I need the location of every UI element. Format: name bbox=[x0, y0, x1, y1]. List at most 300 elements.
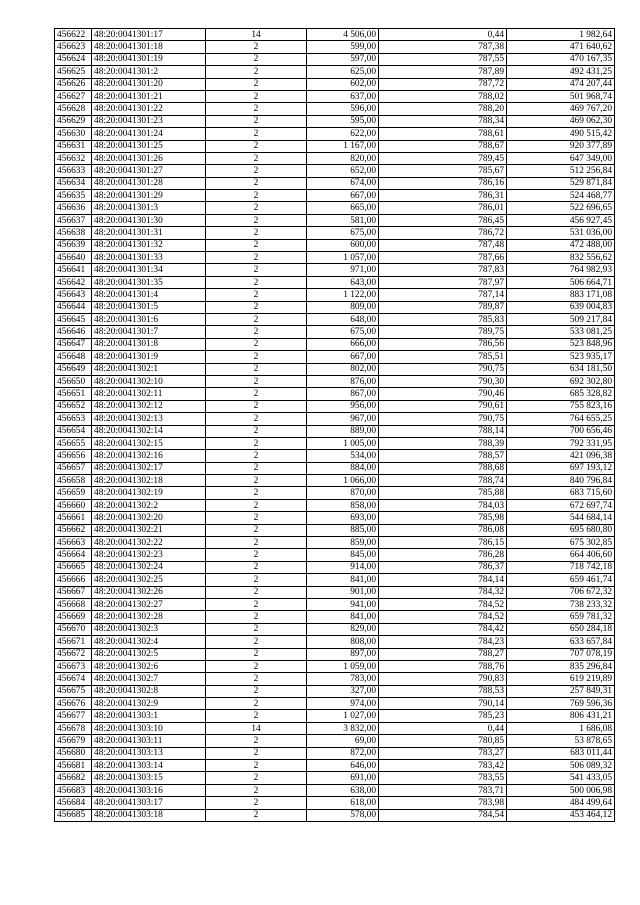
table-row bbox=[55, 648, 615, 660]
specific-value-cell: 789,45 bbox=[379, 152, 507, 164]
cadastral-value-cell: 764 982,93 bbox=[507, 264, 615, 276]
area-cell: 578,00 bbox=[307, 809, 379, 821]
category-code-cell: 2 bbox=[206, 338, 307, 350]
cadastral-number-cell: 48:20:0041301:30 bbox=[92, 214, 206, 226]
specific-value-cell: 789,87 bbox=[379, 301, 507, 313]
category-code-cell: 2 bbox=[206, 784, 307, 796]
cadastral-value-table bbox=[54, 28, 615, 822]
row-number-cell: 456676 bbox=[55, 698, 92, 710]
category-code-cell: 2 bbox=[206, 128, 307, 140]
table-row bbox=[55, 586, 615, 598]
cadastral-value-cell: 522 696,65 bbox=[507, 202, 615, 214]
specific-value-cell: 788,14 bbox=[379, 425, 507, 437]
specific-value-cell: 790,83 bbox=[379, 673, 507, 685]
area-cell: 648,00 bbox=[307, 313, 379, 325]
cadastral-value-cell: 633 657,84 bbox=[507, 636, 615, 648]
category-code-cell: 2 bbox=[206, 115, 307, 127]
cadastral-number-cell: 48:20:0041301:9 bbox=[92, 351, 206, 363]
cadastral-value-cell: 706 672,32 bbox=[507, 586, 615, 598]
table-body bbox=[55, 29, 615, 822]
specific-value-cell: 788,27 bbox=[379, 648, 507, 660]
specific-value-cell: 784,32 bbox=[379, 586, 507, 598]
cadastral-number-cell: 48:20:0041303:15 bbox=[92, 772, 206, 784]
area-cell: 845,00 bbox=[307, 549, 379, 561]
category-code-cell: 2 bbox=[206, 549, 307, 561]
table-row bbox=[55, 809, 615, 821]
category-code-cell: 2 bbox=[206, 698, 307, 710]
cadastral-number-cell: 48:20:0041301:31 bbox=[92, 227, 206, 239]
specific-value-cell: 790,75 bbox=[379, 413, 507, 425]
cadastral-value-cell: 920 377,89 bbox=[507, 140, 615, 152]
specific-value-cell: 786,37 bbox=[379, 561, 507, 573]
area-cell: 646,00 bbox=[307, 760, 379, 772]
area-cell: 967,00 bbox=[307, 413, 379, 425]
cadastral-number-cell: 48:20:0041302:16 bbox=[92, 450, 206, 462]
cadastral-value-cell: 806 431,21 bbox=[507, 710, 615, 722]
specific-value-cell: 787,89 bbox=[379, 66, 507, 78]
table-row bbox=[55, 115, 615, 127]
category-code-cell: 2 bbox=[206, 78, 307, 90]
specific-value-cell: 784,52 bbox=[379, 598, 507, 610]
row-number-cell: 456624 bbox=[55, 53, 92, 65]
cadastral-number-cell: 48:20:0041303:16 bbox=[92, 784, 206, 796]
cadastral-number-cell: 48:20:0041303:11 bbox=[92, 735, 206, 747]
area-cell: 858,00 bbox=[307, 499, 379, 511]
category-code-cell: 2 bbox=[206, 425, 307, 437]
area-cell: 667,00 bbox=[307, 351, 379, 363]
specific-value-cell: 787,66 bbox=[379, 252, 507, 264]
row-number-cell: 456682 bbox=[55, 772, 92, 784]
cadastral-value-cell: 692 302,80 bbox=[507, 375, 615, 387]
table-row bbox=[55, 103, 615, 115]
cadastral-number-cell: 48:20:0041301:20 bbox=[92, 78, 206, 90]
cadastral-number-cell: 48:20:0041301:18 bbox=[92, 41, 206, 53]
category-code-cell: 2 bbox=[206, 41, 307, 53]
area-cell: 820,00 bbox=[307, 152, 379, 164]
table-row bbox=[55, 784, 615, 796]
cadastral-number-cell: 48:20:0041302:6 bbox=[92, 660, 206, 672]
row-number-cell: 456646 bbox=[55, 326, 92, 338]
area-cell: 618,00 bbox=[307, 797, 379, 809]
cadastral-number-cell: 48:20:0041302:24 bbox=[92, 561, 206, 573]
cadastral-value-cell: 490 515,42 bbox=[507, 128, 615, 140]
cadastral-number-cell: 48:20:0041302:26 bbox=[92, 586, 206, 598]
cadastral-number-cell: 48:20:0041301:27 bbox=[92, 165, 206, 177]
cadastral-number-cell: 48:20:0041302:18 bbox=[92, 475, 206, 487]
table-row bbox=[55, 735, 615, 747]
specific-value-cell: 790,46 bbox=[379, 388, 507, 400]
row-number-cell: 456649 bbox=[55, 363, 92, 375]
table-row bbox=[55, 400, 615, 412]
row-number-cell: 456651 bbox=[55, 388, 92, 400]
area-cell: 841,00 bbox=[307, 611, 379, 623]
cadastral-number-cell: 48:20:0041302:23 bbox=[92, 549, 206, 561]
cadastral-number-cell: 48:20:0041302:27 bbox=[92, 598, 206, 610]
table-row bbox=[55, 673, 615, 685]
area-cell: 3 832,00 bbox=[307, 722, 379, 734]
cadastral-value-cell: 840 796,84 bbox=[507, 475, 615, 487]
cadastral-value-cell: 524 468,77 bbox=[507, 190, 615, 202]
specific-value-cell: 785,83 bbox=[379, 313, 507, 325]
cadastral-number-cell: 48:20:0041301:8 bbox=[92, 338, 206, 350]
cadastral-value-cell: 506 089,32 bbox=[507, 760, 615, 772]
row-number-cell: 456654 bbox=[55, 425, 92, 437]
cadastral-number-cell: 48:20:0041302:4 bbox=[92, 636, 206, 648]
category-code-cell: 2 bbox=[206, 685, 307, 697]
area-cell: 956,00 bbox=[307, 400, 379, 412]
row-number-cell: 456672 bbox=[55, 648, 92, 660]
cadastral-value-cell: 506 664,71 bbox=[507, 276, 615, 288]
area-cell: 597,00 bbox=[307, 53, 379, 65]
row-number-cell: 456656 bbox=[55, 450, 92, 462]
table-row bbox=[55, 611, 615, 623]
table-row bbox=[55, 660, 615, 672]
area-cell: 1 057,00 bbox=[307, 252, 379, 264]
category-code-cell: 2 bbox=[206, 735, 307, 747]
table-row bbox=[55, 289, 615, 301]
table-row bbox=[55, 475, 615, 487]
table-row bbox=[55, 177, 615, 189]
area-cell: 666,00 bbox=[307, 338, 379, 350]
category-code-cell: 2 bbox=[206, 797, 307, 809]
row-number-cell: 456678 bbox=[55, 722, 92, 734]
table-row bbox=[55, 363, 615, 375]
row-number-cell: 456645 bbox=[55, 313, 92, 325]
area-cell: 783,00 bbox=[307, 673, 379, 685]
area-cell: 534,00 bbox=[307, 450, 379, 462]
category-code-cell: 2 bbox=[206, 673, 307, 685]
cadastral-number-cell: 48:20:0041302:20 bbox=[92, 512, 206, 524]
table-row bbox=[55, 437, 615, 449]
row-number-cell: 456630 bbox=[55, 128, 92, 140]
cadastral-number-cell: 48:20:0041301:32 bbox=[92, 239, 206, 251]
specific-value-cell: 783,27 bbox=[379, 747, 507, 759]
table-row bbox=[55, 574, 615, 586]
cadastral-number-cell: 48:20:0041303:18 bbox=[92, 809, 206, 821]
specific-value-cell: 788,74 bbox=[379, 475, 507, 487]
cadastral-value-cell: 474 207,44 bbox=[507, 78, 615, 90]
specific-value-cell: 0,44 bbox=[379, 722, 507, 734]
cadastral-number-cell: 48:20:0041301:4 bbox=[92, 289, 206, 301]
specific-value-cell: 788,67 bbox=[379, 140, 507, 152]
row-number-cell: 456643 bbox=[55, 289, 92, 301]
cadastral-number-cell: 48:20:0041302:21 bbox=[92, 524, 206, 536]
specific-value-cell: 784,03 bbox=[379, 499, 507, 511]
cadastral-number-cell: 48:20:0041303:17 bbox=[92, 797, 206, 809]
table-row bbox=[55, 388, 615, 400]
category-code-cell: 2 bbox=[206, 326, 307, 338]
row-number-cell: 456652 bbox=[55, 400, 92, 412]
row-number-cell: 456681 bbox=[55, 760, 92, 772]
area-cell: 859,00 bbox=[307, 537, 379, 549]
area-cell: 885,00 bbox=[307, 524, 379, 536]
specific-value-cell: 788,20 bbox=[379, 103, 507, 115]
row-number-cell: 456661 bbox=[55, 512, 92, 524]
cadastral-value-cell: 664 406,60 bbox=[507, 549, 615, 561]
area-cell: 1 122,00 bbox=[307, 289, 379, 301]
category-code-cell: 2 bbox=[206, 301, 307, 313]
cadastral-value-cell: 619 219,89 bbox=[507, 673, 615, 685]
area-cell: 876,00 bbox=[307, 375, 379, 387]
category-code-cell: 2 bbox=[206, 227, 307, 239]
row-number-cell: 456642 bbox=[55, 276, 92, 288]
table-row bbox=[55, 760, 615, 772]
table-row bbox=[55, 190, 615, 202]
area-cell: 665,00 bbox=[307, 202, 379, 214]
category-code-cell: 2 bbox=[206, 190, 307, 202]
category-code-cell: 2 bbox=[206, 313, 307, 325]
cadastral-value-cell: 509 217,84 bbox=[507, 313, 615, 325]
cadastral-value-cell: 835 296,84 bbox=[507, 660, 615, 672]
cadastral-number-cell: 48:20:0041302:10 bbox=[92, 375, 206, 387]
cadastral-value-cell: 541 433,05 bbox=[507, 772, 615, 784]
category-code-cell: 2 bbox=[206, 710, 307, 722]
category-code-cell: 2 bbox=[206, 623, 307, 635]
cadastral-value-cell: 456 927,45 bbox=[507, 214, 615, 226]
row-number-cell: 456685 bbox=[55, 809, 92, 821]
specific-value-cell: 785,67 bbox=[379, 165, 507, 177]
cadastral-value-cell: 421 096,38 bbox=[507, 450, 615, 462]
specific-value-cell: 790,30 bbox=[379, 375, 507, 387]
table-row bbox=[55, 239, 615, 251]
specific-value-cell: 0,44 bbox=[379, 29, 507, 41]
cadastral-number-cell: 48:20:0041303:14 bbox=[92, 760, 206, 772]
cadastral-number-cell: 48:20:0041302:9 bbox=[92, 698, 206, 710]
cadastral-value-cell: 683 011,44 bbox=[507, 747, 615, 759]
cadastral-value-cell: 500 006,98 bbox=[507, 784, 615, 796]
table-row bbox=[55, 636, 615, 648]
specific-value-cell: 784,54 bbox=[379, 809, 507, 821]
area-cell: 600,00 bbox=[307, 239, 379, 251]
table-row bbox=[55, 487, 615, 499]
area-cell: 971,00 bbox=[307, 264, 379, 276]
table-row bbox=[55, 53, 615, 65]
table-row bbox=[55, 301, 615, 313]
row-number-cell: 456623 bbox=[55, 41, 92, 53]
table-row bbox=[55, 450, 615, 462]
cadastral-value-cell: 469 062,30 bbox=[507, 115, 615, 127]
area-cell: 691,00 bbox=[307, 772, 379, 784]
cadastral-value-cell: 695 680,80 bbox=[507, 524, 615, 536]
row-number-cell: 456670 bbox=[55, 623, 92, 635]
specific-value-cell: 784,23 bbox=[379, 636, 507, 648]
row-number-cell: 456648 bbox=[55, 351, 92, 363]
row-number-cell: 456639 bbox=[55, 239, 92, 251]
table-row bbox=[55, 78, 615, 90]
cadastral-value-cell: 512 256,84 bbox=[507, 165, 615, 177]
table-row bbox=[55, 623, 615, 635]
cadastral-value-cell: 672 697,74 bbox=[507, 499, 615, 511]
row-number-cell: 456659 bbox=[55, 487, 92, 499]
area-cell: 889,00 bbox=[307, 425, 379, 437]
cadastral-number-cell: 48:20:0041301:6 bbox=[92, 313, 206, 325]
cadastral-value-cell: 1 686,08 bbox=[507, 722, 615, 734]
table-row bbox=[55, 264, 615, 276]
category-code-cell: 2 bbox=[206, 499, 307, 511]
cadastral-value-cell: 634 181,50 bbox=[507, 363, 615, 375]
table-row bbox=[55, 128, 615, 140]
cadastral-number-cell: 48:20:0041301:23 bbox=[92, 115, 206, 127]
row-number-cell: 456633 bbox=[55, 165, 92, 177]
table-row bbox=[55, 375, 615, 387]
table-row bbox=[55, 276, 615, 288]
specific-value-cell: 785,23 bbox=[379, 710, 507, 722]
row-number-cell: 456662 bbox=[55, 524, 92, 536]
table-row bbox=[55, 499, 615, 511]
row-number-cell: 456638 bbox=[55, 227, 92, 239]
category-code-cell: 2 bbox=[206, 611, 307, 623]
row-number-cell: 456655 bbox=[55, 437, 92, 449]
cadastral-value-cell: 472 488,00 bbox=[507, 239, 615, 251]
cadastral-number-cell: 48:20:0041301:25 bbox=[92, 140, 206, 152]
area-cell: 602,00 bbox=[307, 78, 379, 90]
cadastral-value-cell: 718 742,18 bbox=[507, 561, 615, 573]
specific-value-cell: 786,16 bbox=[379, 177, 507, 189]
area-cell: 652,00 bbox=[307, 165, 379, 177]
table-row bbox=[55, 66, 615, 78]
table-row bbox=[55, 698, 615, 710]
specific-value-cell: 788,53 bbox=[379, 685, 507, 697]
cadastral-number-cell: 48:20:0041301:34 bbox=[92, 264, 206, 276]
category-code-cell: 2 bbox=[206, 202, 307, 214]
category-code-cell: 2 bbox=[206, 388, 307, 400]
specific-value-cell: 788,61 bbox=[379, 128, 507, 140]
cadastral-number-cell: 48:20:0041302:19 bbox=[92, 487, 206, 499]
specific-value-cell: 786,45 bbox=[379, 214, 507, 226]
cadastral-number-cell: 48:20:0041302:25 bbox=[92, 574, 206, 586]
table-row bbox=[55, 685, 615, 697]
row-number-cell: 456680 bbox=[55, 747, 92, 759]
table-row bbox=[55, 598, 615, 610]
row-number-cell: 456658 bbox=[55, 475, 92, 487]
row-number-cell: 456671 bbox=[55, 636, 92, 648]
area-cell: 327,00 bbox=[307, 685, 379, 697]
table-row bbox=[55, 214, 615, 226]
cadastral-number-cell: 48:20:0041302:14 bbox=[92, 425, 206, 437]
cadastral-value-cell: 531 036,00 bbox=[507, 227, 615, 239]
area-cell: 638,00 bbox=[307, 784, 379, 796]
specific-value-cell: 790,14 bbox=[379, 698, 507, 710]
category-code-cell: 2 bbox=[206, 375, 307, 387]
cadastral-value-cell: 453 464,12 bbox=[507, 809, 615, 821]
table-row bbox=[55, 313, 615, 325]
row-number-cell: 456635 bbox=[55, 190, 92, 202]
cadastral-value-cell: 501 968,74 bbox=[507, 90, 615, 102]
category-code-cell: 2 bbox=[206, 413, 307, 425]
row-number-cell: 456679 bbox=[55, 735, 92, 747]
cadastral-number-cell: 48:20:0041302:5 bbox=[92, 648, 206, 660]
category-code-cell: 2 bbox=[206, 351, 307, 363]
specific-value-cell: 788,76 bbox=[379, 660, 507, 672]
area-cell: 802,00 bbox=[307, 363, 379, 375]
cadastral-value-cell: 529 871,84 bbox=[507, 177, 615, 189]
category-code-cell: 2 bbox=[206, 252, 307, 264]
category-code-cell: 2 bbox=[206, 90, 307, 102]
area-cell: 867,00 bbox=[307, 388, 379, 400]
row-number-cell: 456675 bbox=[55, 685, 92, 697]
category-code-cell: 2 bbox=[206, 586, 307, 598]
area-cell: 901,00 bbox=[307, 586, 379, 598]
row-number-cell: 456684 bbox=[55, 797, 92, 809]
category-code-cell: 2 bbox=[206, 487, 307, 499]
row-number-cell: 456647 bbox=[55, 338, 92, 350]
cadastral-number-cell: 48:20:0041303:13 bbox=[92, 747, 206, 759]
cadastral-number-cell: 48:20:0041301:24 bbox=[92, 128, 206, 140]
table-row bbox=[55, 722, 615, 734]
table-row bbox=[55, 772, 615, 784]
specific-value-cell: 787,72 bbox=[379, 78, 507, 90]
cadastral-number-cell: 48:20:0041301:17 bbox=[92, 29, 206, 41]
area-cell: 809,00 bbox=[307, 301, 379, 313]
table-row bbox=[55, 90, 615, 102]
cadastral-value-cell: 738 233,32 bbox=[507, 598, 615, 610]
area-cell: 808,00 bbox=[307, 636, 379, 648]
cadastral-value-cell: 523 848,96 bbox=[507, 338, 615, 350]
category-code-cell: 2 bbox=[206, 400, 307, 412]
specific-value-cell: 788,39 bbox=[379, 437, 507, 449]
area-cell: 872,00 bbox=[307, 747, 379, 759]
category-code-cell: 2 bbox=[206, 574, 307, 586]
row-number-cell: 456636 bbox=[55, 202, 92, 214]
table-row bbox=[55, 524, 615, 536]
row-number-cell: 456637 bbox=[55, 214, 92, 226]
table-row bbox=[55, 202, 615, 214]
cadastral-number-cell: 48:20:0041301:28 bbox=[92, 177, 206, 189]
specific-value-cell: 786,28 bbox=[379, 549, 507, 561]
area-cell: 914,00 bbox=[307, 561, 379, 573]
area-cell: 974,00 bbox=[307, 698, 379, 710]
cadastral-value-cell: 792 331,95 bbox=[507, 437, 615, 449]
area-cell: 829,00 bbox=[307, 623, 379, 635]
specific-value-cell: 790,75 bbox=[379, 363, 507, 375]
cadastral-value-cell: 700 656,46 bbox=[507, 425, 615, 437]
specific-value-cell: 789,75 bbox=[379, 326, 507, 338]
cadastral-number-cell: 48:20:0041301:26 bbox=[92, 152, 206, 164]
row-number-cell: 456683 bbox=[55, 784, 92, 796]
table-row bbox=[55, 152, 615, 164]
cadastral-value-cell: 832 556,62 bbox=[507, 252, 615, 264]
specific-value-cell: 785,98 bbox=[379, 512, 507, 524]
specific-value-cell: 787,55 bbox=[379, 53, 507, 65]
specific-value-cell: 780,85 bbox=[379, 735, 507, 747]
category-code-cell: 2 bbox=[206, 598, 307, 610]
cadastral-value-cell: 650 284,18 bbox=[507, 623, 615, 635]
specific-value-cell: 785,88 bbox=[379, 487, 507, 499]
cadastral-value-cell: 685 328,82 bbox=[507, 388, 615, 400]
specific-value-cell: 787,14 bbox=[379, 289, 507, 301]
specific-value-cell: 790,61 bbox=[379, 400, 507, 412]
category-code-cell: 2 bbox=[206, 140, 307, 152]
area-cell: 693,00 bbox=[307, 512, 379, 524]
category-code-cell: 2 bbox=[206, 239, 307, 251]
specific-value-cell: 788,34 bbox=[379, 115, 507, 127]
area-cell: 1 005,00 bbox=[307, 437, 379, 449]
specific-value-cell: 788,57 bbox=[379, 450, 507, 462]
cadastral-value-cell: 544 684,14 bbox=[507, 512, 615, 524]
row-number-cell: 456677 bbox=[55, 710, 92, 722]
row-number-cell: 456625 bbox=[55, 66, 92, 78]
cadastral-value-cell: 769 596,36 bbox=[507, 698, 615, 710]
row-number-cell: 456669 bbox=[55, 611, 92, 623]
category-code-cell: 2 bbox=[206, 363, 307, 375]
cadastral-value-cell: 53 878,65 bbox=[507, 735, 615, 747]
category-code-cell: 2 bbox=[206, 537, 307, 549]
specific-value-cell: 783,42 bbox=[379, 760, 507, 772]
category-code-cell: 2 bbox=[206, 760, 307, 772]
specific-value-cell: 783,98 bbox=[379, 797, 507, 809]
cadastral-number-cell: 48:20:0041302:13 bbox=[92, 413, 206, 425]
cadastral-value-cell: 523 935,17 bbox=[507, 351, 615, 363]
